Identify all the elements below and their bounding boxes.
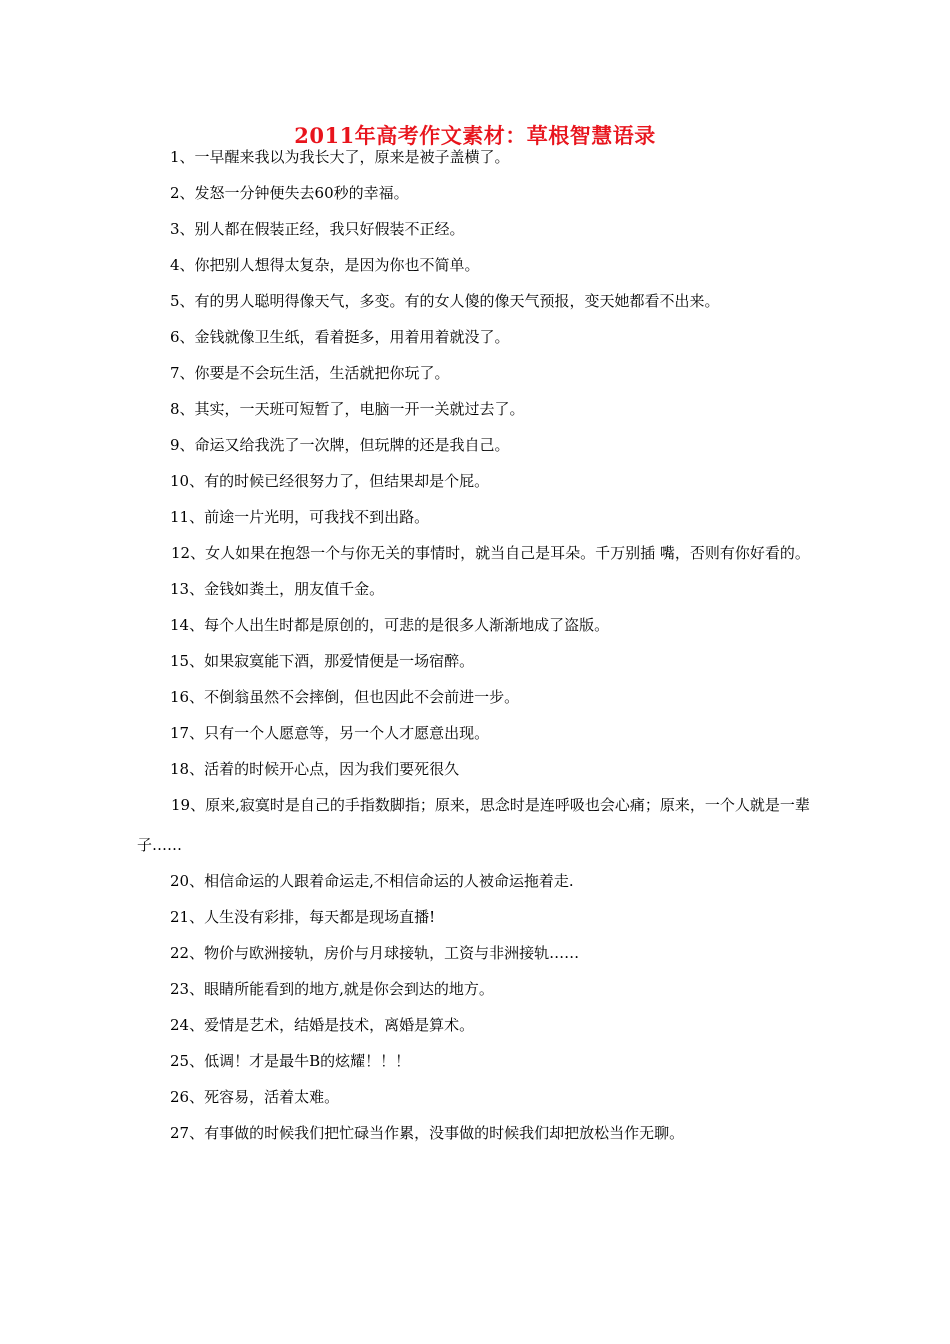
- quote-item: 4、你把别人想得太复杂，是因为你也不简单。: [170, 256, 480, 274]
- quote-item: 1、一早醒来我以为我长大了，原来是被子盖横了。: [170, 148, 510, 166]
- quote-item: 18、活着的时候开心点，因为我们要死很久: [170, 760, 460, 778]
- quote-item: 25、低调！才是最牛B的炫耀！！！: [170, 1052, 411, 1070]
- quote-item: 7、你要是不会玩生活，生活就把你玩了。: [170, 364, 450, 382]
- quote-item: 14、每个人出生时都是原创的，可悲的是很多人渐渐地成了盗版。: [170, 616, 610, 634]
- quote-item: 2、发怒一分钟便失去60秒的幸福。: [170, 184, 409, 202]
- quote-item: 22、物价与欧洲接轨，房价与月球接轨，工资与非洲接轨……: [170, 944, 580, 962]
- quote-item: 16、不倒翁虽然不会摔倒，但也因此不会前进一步。: [170, 688, 520, 706]
- quote-item: 6、金钱就像卫生纸，看着挺多，用着用着就没了。: [170, 328, 510, 346]
- quote-item: 15、如果寂寞能下酒，那爱情便是一场宿醉。: [170, 652, 475, 670]
- document-title: 2011年高考作文素材：草根智慧语录: [294, 123, 656, 148]
- quote-item: 11、前途一片光明，可我找不到出路。: [170, 508, 430, 526]
- quote-item: 5、有的男人聪明得像天气，多变。有的女人傻的像天气预报，变天她都看不出来。: [170, 292, 720, 310]
- quote-item: 21、人生没有彩排，每天都是现场直播!: [170, 908, 436, 926]
- quote-item: 23、眼睛所能看到的地方,就是你会到达的地方。: [170, 980, 494, 998]
- quote-item: 24、爱情是艺术，结婚是技术，离婚是算术。: [170, 1016, 475, 1034]
- quote-item: 10、有的时候已经很努力了，但结果却是个屁。: [170, 472, 490, 490]
- quote-item: 3、别人都在假装正经，我只好假装不正经。: [170, 220, 465, 238]
- quote-item: 26、死容易，活着太难。: [170, 1088, 340, 1106]
- quote-item: 12、女人如果在抱怨一个与你无关的事情时，就当自己是耳朵。千万别插 嘴，否则有你好看的。: [171, 544, 810, 562]
- quote-item: 8、其实，一天班可短暂了，电脑一开一关就过去了。: [170, 400, 525, 418]
- quote-item: 19、原来,寂寞时是自己的手指数脚指；原来，思念时是连呼吸也会心痛；原来，一个人就是一辈子……: [137, 796, 810, 854]
- quote-list: [0, 147, 950, 1159]
- quote-item: 9、命运又给我洗了一次牌，但玩牌的还是我自己。: [170, 436, 510, 454]
- quote-item: 17、只有一个人愿意等，另一个人才愿意出现。: [170, 724, 490, 742]
- quote-item: 13、金钱如粪土，朋友值千金。: [170, 580, 385, 598]
- quote-item: 20、相信命运的人跟着命运走,不相信命运的人被命运拖着走.: [170, 872, 574, 890]
- quote-item: 27、有事做的时候我们把忙碌当作累，没事做的时候我们却把放松当作无聊。: [170, 1124, 685, 1142]
